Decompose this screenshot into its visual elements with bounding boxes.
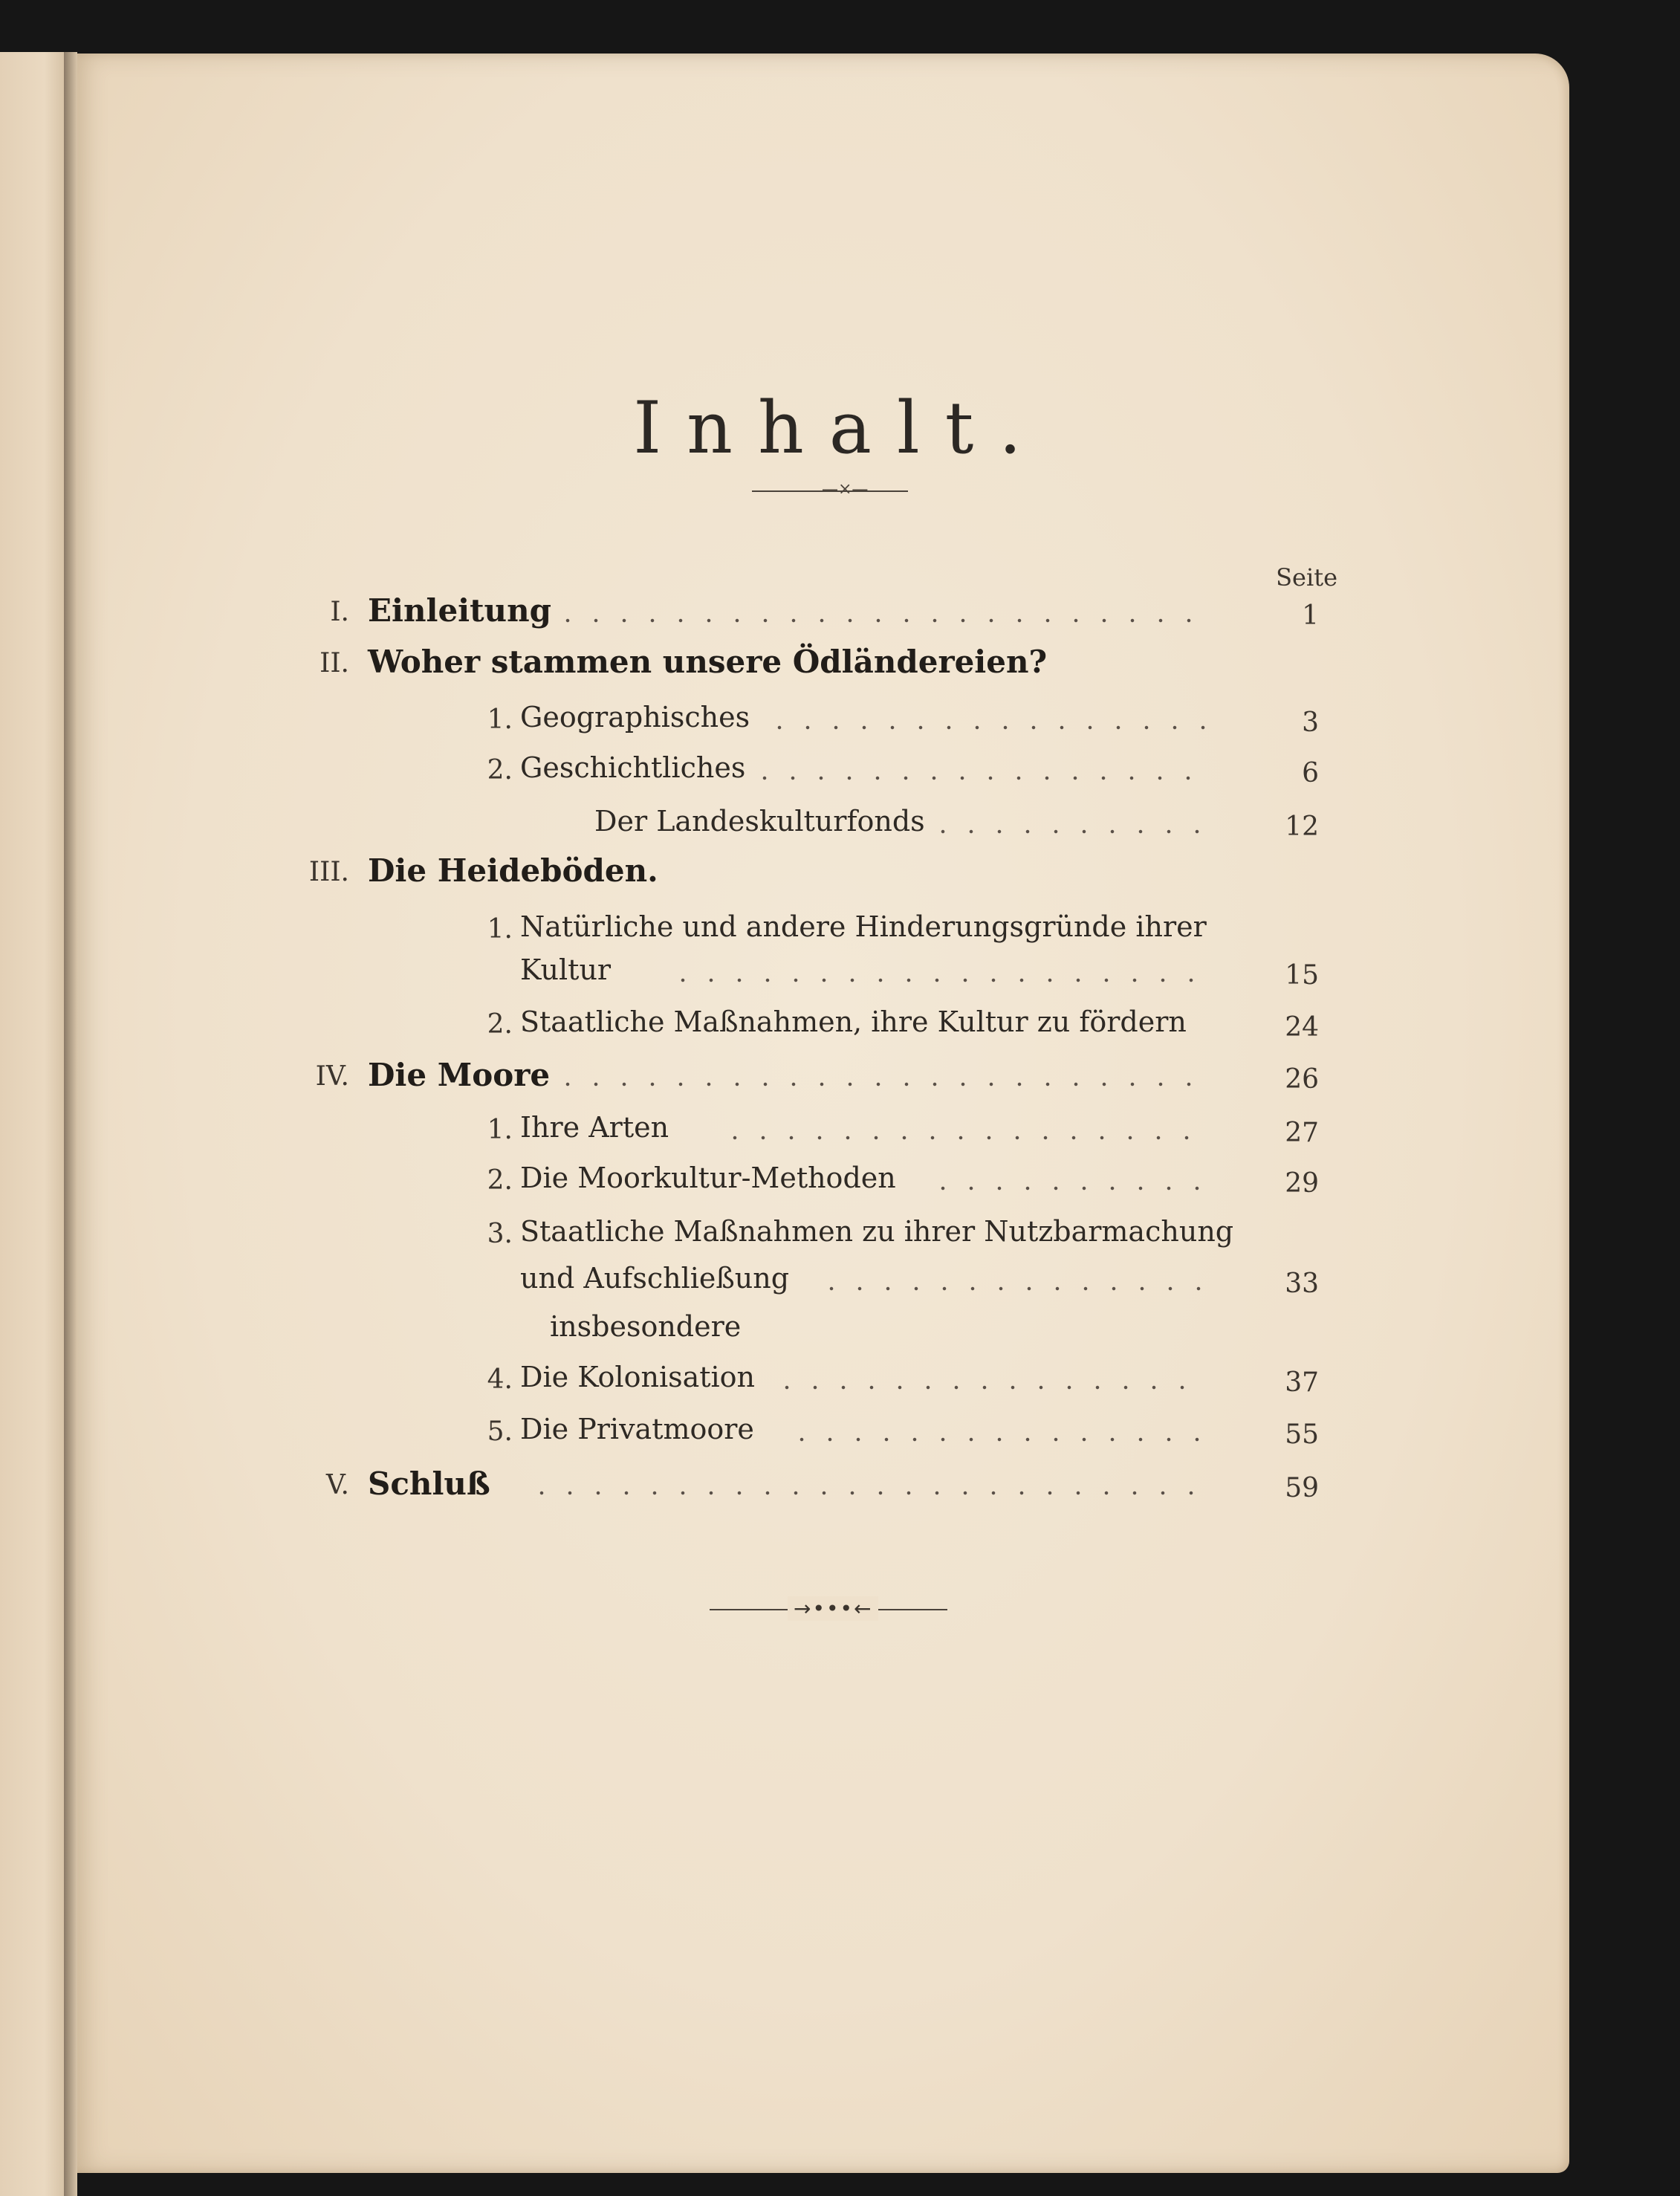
toc-leader-dots xyxy=(773,1361,1207,1391)
toc-entry-text: Geschichtliches xyxy=(520,751,746,784)
toc-page-number: 26 xyxy=(1285,1064,1319,1095)
toc-entry-label xyxy=(368,592,551,629)
toc-page-number: 6 xyxy=(1302,758,1319,788)
toc-leader-dots xyxy=(554,595,1207,624)
toc-item-number: 1. xyxy=(487,705,513,735)
toc-entry-text: Der Landeskulturfonds xyxy=(594,805,925,838)
toc-entry-label xyxy=(520,701,750,733)
toc-entry-label xyxy=(594,805,925,838)
book-gutter xyxy=(64,52,77,2196)
page-title: Inhalt. xyxy=(633,386,1047,470)
toc-entry-text: Geographisches xyxy=(520,701,750,733)
toc-entry-text: Staatliche Maßnahmen zu ihrer Nutzbarmachung xyxy=(520,1215,1234,1248)
toc-leader-dots xyxy=(721,1112,1207,1141)
page-column-header: Seite xyxy=(1276,563,1337,592)
toc-item-number: 3. xyxy=(487,1219,513,1249)
toc-entry-text: Schluß xyxy=(368,1465,490,1502)
toc-entry-text: Die Heideböden. xyxy=(368,852,658,889)
toc-item-number: 2. xyxy=(487,1009,513,1040)
toc-entry-text: Die Moore xyxy=(368,1057,551,1093)
toc-roman-numeral: V. xyxy=(325,1470,349,1500)
toc-entry-text: insbesondere xyxy=(550,1310,742,1343)
toc-entry-text: und Aufschließung xyxy=(520,1262,790,1295)
toc-entry-label xyxy=(520,1005,1187,1038)
toc-entry-text: Die Moorkultur-Methoden xyxy=(520,1162,896,1194)
toc-leader-dots xyxy=(554,1058,1207,1088)
toc-roman-numeral: II. xyxy=(320,648,349,678)
toc-page-number: 29 xyxy=(1285,1168,1319,1199)
toc-entry-label xyxy=(520,1361,755,1393)
toc-page-number: 24 xyxy=(1285,1012,1319,1043)
toc-entry-label xyxy=(520,1262,789,1295)
toc-entry-text: Einleitung xyxy=(368,592,551,629)
toc-page-number: 33 xyxy=(1285,1269,1319,1299)
toc-item-number: 2. xyxy=(487,755,513,786)
toc-entry-text: Natürliche und andere Hinderungsgründe ihrer xyxy=(520,910,1207,943)
toc-page-number: 1 xyxy=(1302,600,1319,631)
title-divider-ornament: —×— xyxy=(822,480,869,499)
toc-entry-label xyxy=(550,1310,741,1343)
toc-entry-text: Die Privatmoore xyxy=(520,1413,754,1445)
toc-entry-label xyxy=(368,1465,490,1502)
toc-leader-dots xyxy=(929,1162,1207,1192)
toc-leader-dots xyxy=(765,702,1207,731)
toc-entry-label xyxy=(520,751,745,784)
toc-entry-label xyxy=(520,1111,669,1144)
toc-entry-label xyxy=(520,953,611,986)
toc-entry-text: Staatliche Maßnahmen, ihre Kultur zu fördern xyxy=(520,1005,1187,1038)
left-page-edge xyxy=(0,52,74,2196)
toc-leader-dots xyxy=(817,1263,1207,1292)
toc-entry-text: Woher stammen unsere Ödländereien? xyxy=(368,644,1048,680)
toc-leader-dots xyxy=(528,1467,1207,1497)
toc-entry-label xyxy=(520,910,1207,943)
toc-page-number: 27 xyxy=(1285,1118,1319,1148)
toc-roman-numeral: I. xyxy=(330,597,349,627)
toc-item-number: 4. xyxy=(487,1364,513,1395)
closing-ornament: →•••← xyxy=(788,1596,878,1621)
toc-leader-dots xyxy=(788,1413,1207,1443)
toc-item-number: 1. xyxy=(487,1115,513,1145)
toc-entry-text: Ihre Arten xyxy=(520,1111,669,1144)
toc-entry-label xyxy=(368,644,1047,680)
toc-page-number: 3 xyxy=(1302,707,1319,738)
toc-item-number: 5. xyxy=(487,1416,513,1447)
toc-item-number: 2. xyxy=(487,1165,513,1196)
toc-entry-label xyxy=(520,1162,896,1194)
toc-entry-label xyxy=(368,852,658,889)
toc-leader-dots xyxy=(669,954,1207,984)
toc-leader-dots xyxy=(750,752,1207,782)
toc-page-number: 15 xyxy=(1285,960,1319,991)
toc-entry-label xyxy=(520,1413,754,1445)
toc-page-number: 12 xyxy=(1285,812,1319,842)
toc-page-number: 55 xyxy=(1285,1419,1319,1450)
toc-page-number: 59 xyxy=(1285,1473,1319,1503)
toc-entry-text: Die Kolonisation xyxy=(520,1361,756,1393)
toc-entry-text: Kultur xyxy=(520,953,612,986)
toc-page-number: 37 xyxy=(1285,1367,1319,1398)
toc-roman-numeral: IV. xyxy=(315,1061,349,1092)
toc-entry-label xyxy=(520,1215,1233,1248)
toc-entry-label xyxy=(368,1057,550,1093)
toc-roman-numeral: III. xyxy=(308,857,349,887)
toc-leader-dots xyxy=(929,806,1207,835)
toc-item-number: 1. xyxy=(487,914,513,945)
